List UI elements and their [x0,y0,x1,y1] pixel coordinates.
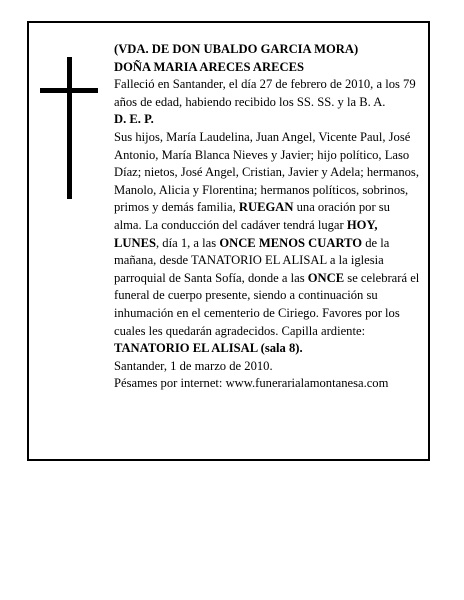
date-line: Santander, 1 de marzo de 2010. [114,358,273,373]
family-list: Sus hijos, María Laudelina, Juan Angel, Vicente Paul, José Antonio, María Blanca Nieves y Javier; hijo político, Laso Díaz; nietos, José Angel, Cristian, Javier y Adela; hermanos, Manolo, Alicia y Florentina; hermanos políticos, sobrinos, primos y demás familia, [114,129,419,215]
dep-line: D. E. P. [114,112,154,127]
day-bold: HOY, LUNES [114,217,378,250]
day-rest: , día 1, a las [156,235,220,250]
prayer-text: una oración por su alma. La conducción del cadáver tendrá lugar [114,200,390,232]
chapel-line: TANATORIO EL ALISAL (sala 8). [114,341,303,356]
obituary-notice [27,21,430,461]
cross-vertical-bar [67,57,72,199]
funeral-rest: se celebrará el funeral de cuerpo presente, siendo a continuación su inhumación en el cementerio de Ciriego. Favores por los cuales les quedarán agradecidos. Capilla ardiente: [114,270,420,338]
cross-horizontal-bar [40,88,98,93]
deceased-name: DOÑA MARIA ARECES ARECES [114,59,304,74]
cross-icon [29,23,109,203]
condolences-line: Pésames por internet: www.funerarialamontanesa.com [114,376,389,391]
widow-line: (VDA. DE DON UBALDO GARCIA MORA) [114,42,359,56]
family-paragraph [114,129,420,340]
death-statement: Falleció en Santander, el día 27 de febrero de 2010, a los 79 años de edad, habiendo recibido los SS. SS. y la B. A. [114,77,416,109]
once-bold: ONCE [307,270,345,285]
time-rest: de la mañana, desde TANATORIO EL ALISAL a la iglesia parroquial de Santa Sofía, donde a las [114,235,390,285]
ruegan-word: RUEGAN [238,200,294,215]
obituary-text [114,41,420,393]
time-bold: ONCE MENOS CUARTO [219,235,363,250]
